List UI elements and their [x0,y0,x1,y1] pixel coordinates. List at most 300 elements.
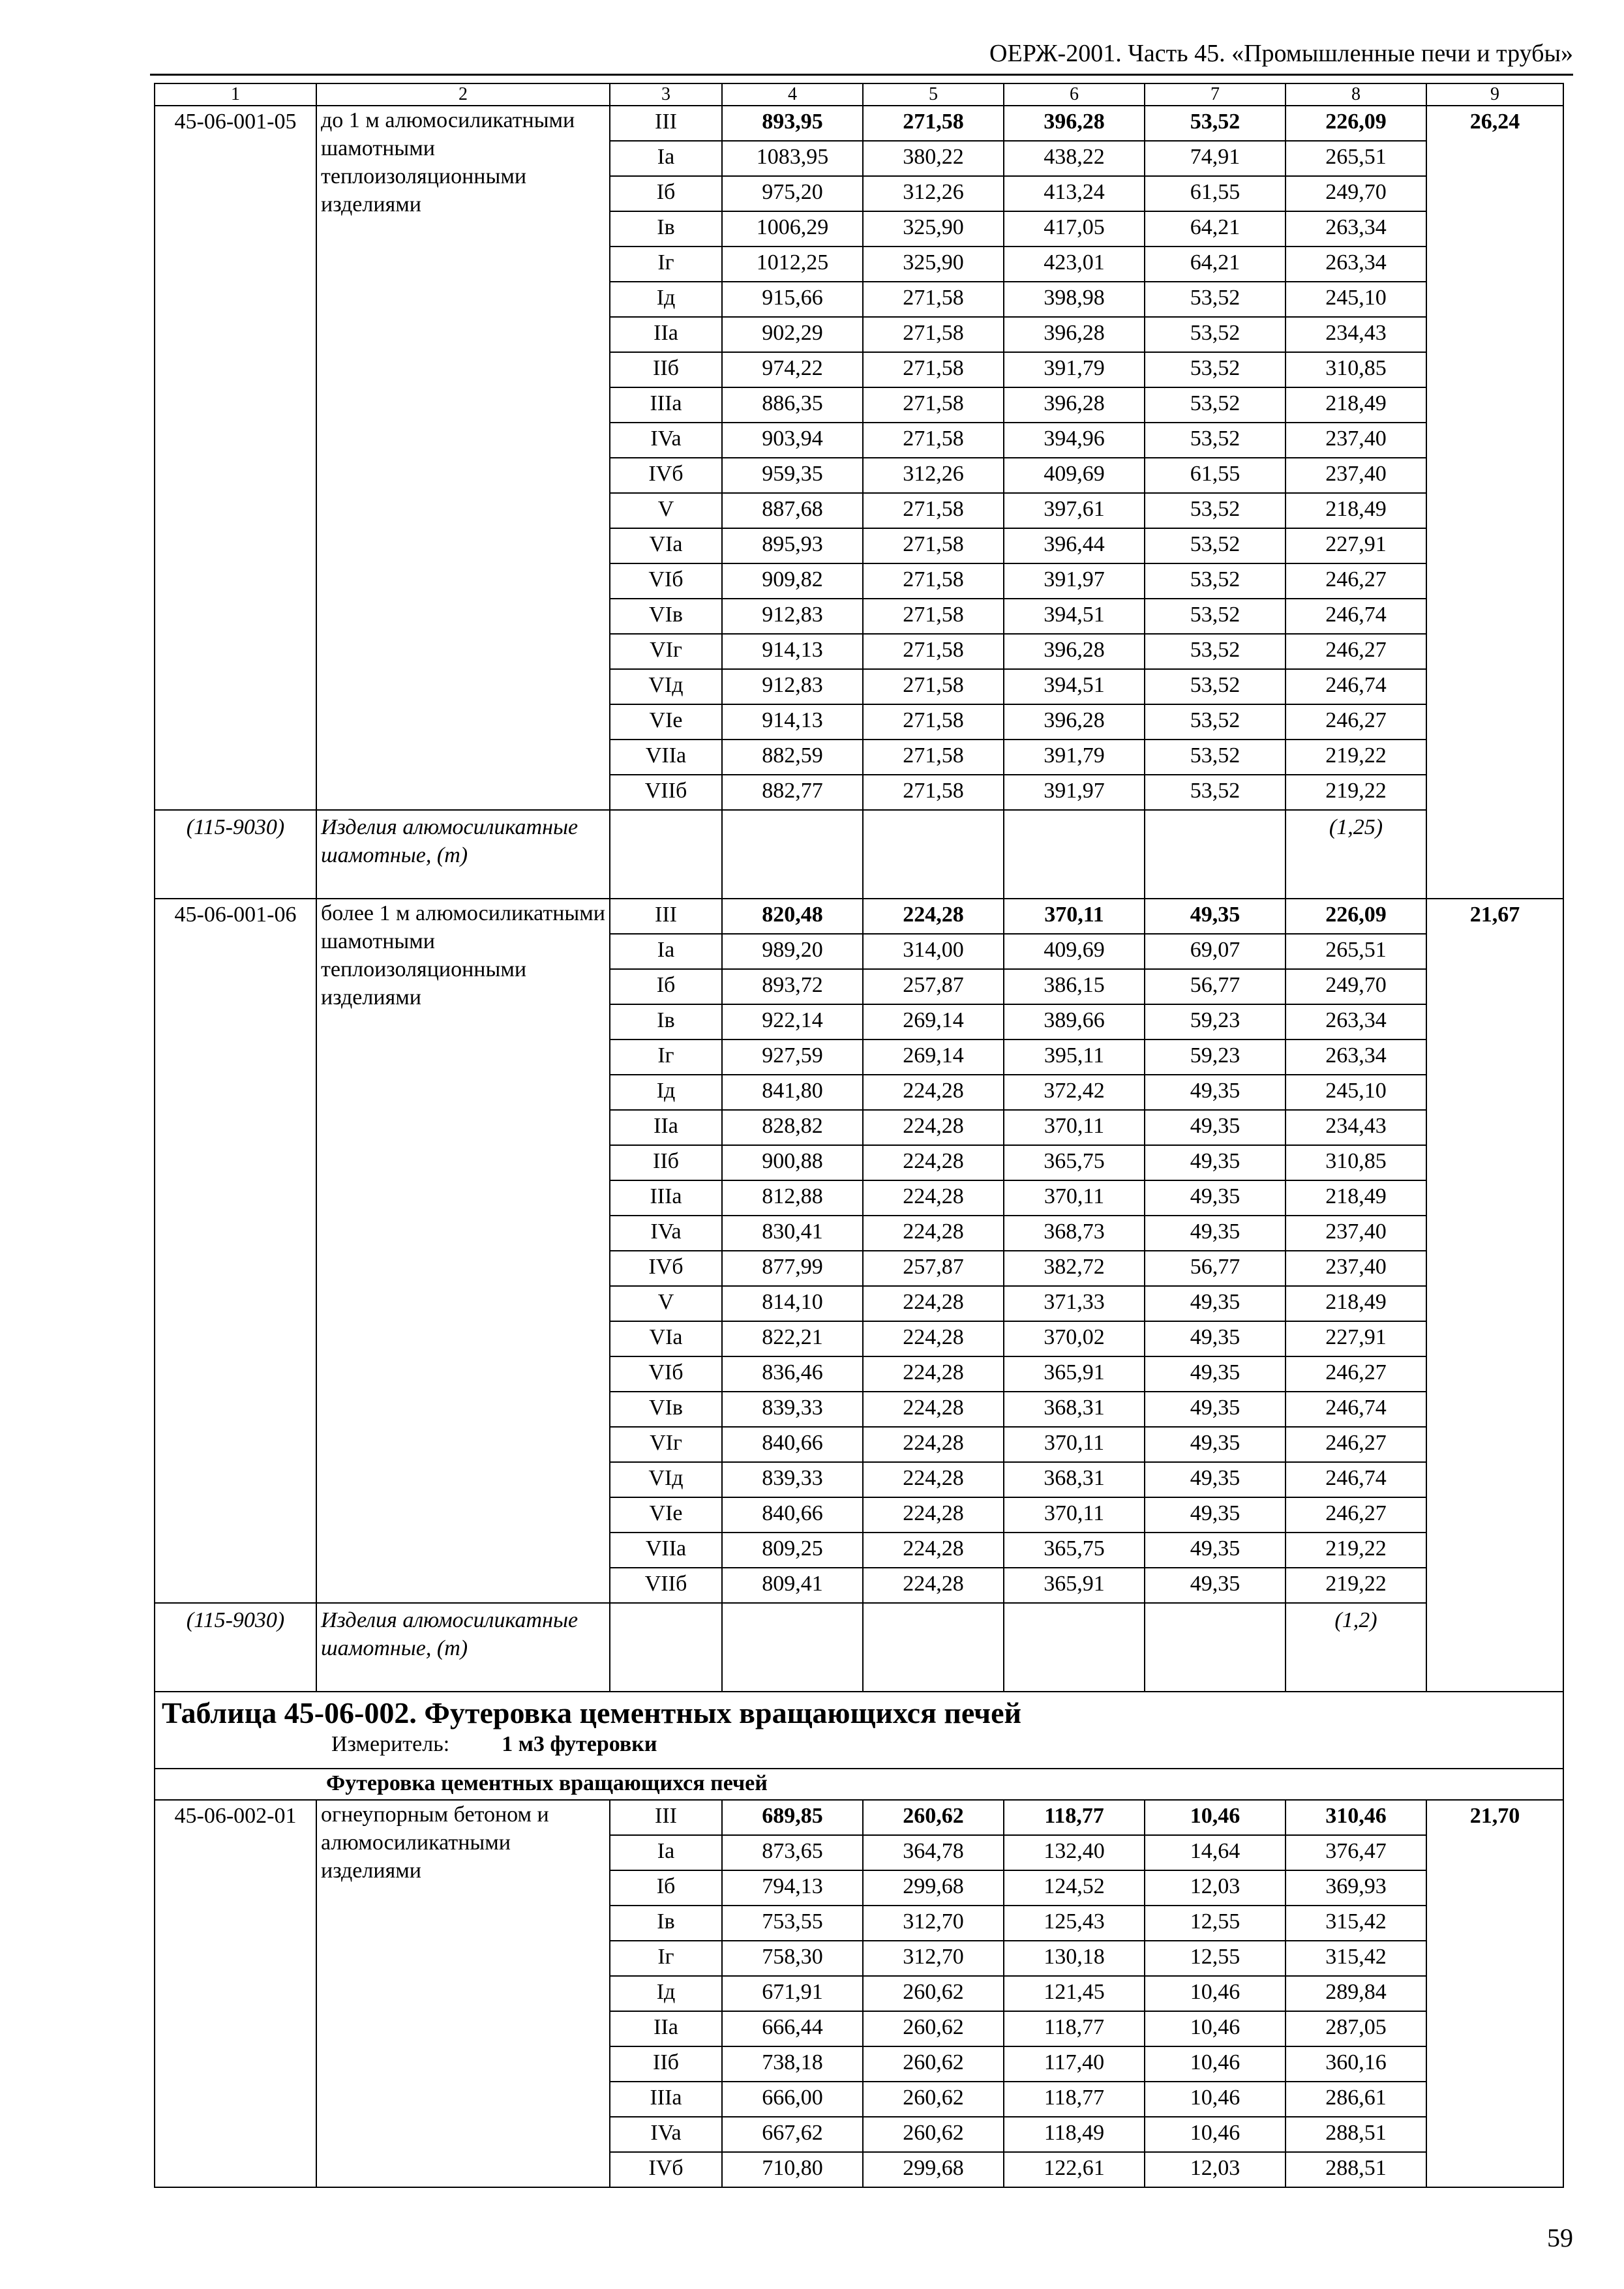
value-cell: 380,22 [863,141,1004,176]
table-title: Таблица 45-06-002. Футеровка цементных вращающихся печей [162,1696,1022,1729]
zone-cell: IIa [610,317,722,352]
value-cell: 312,26 [863,458,1004,493]
zone-cell: Ia [610,934,722,969]
zone-cell: IVa [610,1216,722,1251]
value-cell: 413,24 [1004,176,1145,211]
value-cell: 893,72 [722,969,863,1004]
value-cell: 325,90 [863,211,1004,247]
value-cell: 224,28 [863,1427,1004,1462]
value-cell: 271,58 [863,352,1004,387]
zone-cell: Ia [610,1835,722,1870]
value-cell: 271,58 [863,317,1004,352]
value-cell: 224,28 [863,1216,1004,1251]
zone-cell: Iб [610,176,722,211]
zone-cell: IIa [610,1110,722,1145]
value-cell: 873,65 [722,1835,863,1870]
zone-cell: Iд [610,282,722,317]
value-cell: 49,35 [1145,1286,1286,1321]
value-cell: 53,52 [1145,740,1286,775]
value-cell: 271,58 [863,563,1004,599]
value-cell: 840,66 [722,1427,863,1462]
value-cell: 368,31 [1004,1462,1145,1497]
value-cell: 226,09 [1286,899,1426,934]
value-cell: 900,88 [722,1145,863,1180]
value-cell: 49,35 [1145,1216,1286,1251]
empty-cell [610,1603,722,1692]
value-cell: 671,91 [722,1976,863,2011]
value-cell: 49,35 [1145,1356,1286,1392]
value-cell: 12,03 [1145,1870,1286,1906]
value-cell: 882,59 [722,740,863,775]
value-cell: 246,74 [1286,669,1426,704]
value-cell: 271,58 [863,704,1004,740]
value-cell: 271,58 [863,387,1004,423]
zone-cell: VIIa [610,740,722,775]
value-cell: 49,35 [1145,1427,1286,1462]
zone-cell: Iг [610,247,722,282]
value-cell: 64,21 [1145,247,1286,282]
value-cell: 218,49 [1286,1180,1426,1216]
value-cell: 224,28 [863,1497,1004,1533]
value-cell: 753,55 [722,1906,863,1941]
column-number: 7 [1145,83,1286,106]
value-cell: 394,51 [1004,669,1145,704]
empty-cell [1145,810,1286,899]
value-cell: 886,35 [722,387,863,423]
value-cell: 365,75 [1004,1145,1145,1180]
value-cell: 271,58 [863,493,1004,528]
rate-code: 45-06-002-01 [155,1800,316,2187]
column-number: 9 [1426,83,1563,106]
value-cell: 820,48 [722,899,863,934]
value-cell: 812,88 [722,1180,863,1216]
value-cell: 368,73 [1004,1216,1145,1251]
value-cell: 218,49 [1286,1286,1426,1321]
price-table [154,83,1564,2188]
value-cell: 666,00 [722,2082,863,2117]
value-cell: 49,35 [1145,1533,1286,1568]
value-cell: 975,20 [722,176,863,211]
value-cell: 14,64 [1145,1835,1286,1870]
zone-cell: IVa [610,2117,722,2152]
column-number: 6 [1004,83,1145,106]
value-cell: 1012,25 [722,247,863,282]
zone-cell: IVб [610,2152,722,2187]
value-cell: 370,11 [1004,1110,1145,1145]
value-cell: 234,43 [1286,1110,1426,1145]
value-cell: 287,05 [1286,2011,1426,2046]
value-cell: 12,55 [1145,1941,1286,1976]
value-cell: 396,44 [1004,528,1145,563]
value-cell: 738,18 [722,2046,863,2082]
rate-code: 45-06-001-06 [155,899,316,1603]
resource-name: Изделия алюмосиликатные шамотные, (т) [316,810,610,899]
value-cell: 396,28 [1004,387,1145,423]
value-cell: 372,42 [1004,1075,1145,1110]
value-cell: 49,35 [1145,1568,1286,1603]
value-cell: 130,18 [1004,1941,1145,1976]
zone-cell: IIб [610,1145,722,1180]
zone-cell: VIг [610,1427,722,1462]
value-cell: 246,27 [1286,1356,1426,1392]
table-title-row [155,1692,1563,1769]
value-cell: 830,41 [722,1216,863,1251]
col9-value: 21,67 [1426,899,1563,1692]
value-cell: 224,28 [863,1180,1004,1216]
value-cell: 368,31 [1004,1392,1145,1427]
value-cell: 394,51 [1004,599,1145,634]
value-cell: 312,70 [863,1941,1004,1976]
value-cell: 224,28 [863,1533,1004,1568]
zone-cell: VIг [610,634,722,669]
value-cell: 365,91 [1004,1356,1145,1392]
value-cell: 840,66 [722,1497,863,1533]
value-cell: 887,68 [722,493,863,528]
value-cell: 249,70 [1286,176,1426,211]
value-cell: 1006,29 [722,211,863,247]
value-cell: 288,51 [1286,2117,1426,2152]
value-cell: 53,52 [1145,563,1286,599]
value-cell: 227,91 [1286,1321,1426,1356]
value-cell: 667,62 [722,2117,863,2152]
page-number: 59 [1547,2223,1573,2252]
value-cell: 710,80 [722,2152,863,2187]
value-cell: 314,00 [863,934,1004,969]
value-cell: 224,28 [863,1392,1004,1427]
zone-cell: IIб [610,2046,722,2082]
value-cell: 10,46 [1145,1800,1286,1835]
zone-cell: IVб [610,1251,722,1286]
empty-cell [1145,1603,1286,1692]
value-cell: 809,41 [722,1568,863,1603]
value-cell: 12,03 [1145,2152,1286,2187]
value-cell: 395,11 [1004,1040,1145,1075]
value-cell: 914,13 [722,704,863,740]
measure-value: 1 м3 футеровки [502,1732,657,1756]
rate-name: до 1 м алюмосиликатными шамотными теплоизоляционными изделиями [316,106,610,810]
value-cell: 125,43 [1004,1906,1145,1941]
value-cell: 386,15 [1004,969,1145,1004]
value-cell: 246,27 [1286,1497,1426,1533]
value-cell: 219,22 [1286,1568,1426,1603]
zone-cell: V [610,1286,722,1321]
value-cell: 389,66 [1004,1004,1145,1040]
value-cell: 915,66 [722,282,863,317]
zone-cell: IIIa [610,387,722,423]
value-cell: 74,91 [1145,141,1286,176]
value-cell: 269,14 [863,1040,1004,1075]
value-cell: 10,46 [1145,2082,1286,2117]
value-cell: 224,28 [863,1075,1004,1110]
value-cell: 839,33 [722,1392,863,1427]
zone-cell: Iд [610,1976,722,2011]
value-cell: 315,42 [1286,1906,1426,1941]
value-cell: 877,99 [722,1251,863,1286]
zone-cell: Iд [610,1075,722,1110]
value-cell: 370,02 [1004,1321,1145,1356]
value-cell: 219,22 [1286,1533,1426,1568]
resource-value: (1,2) [1286,1603,1426,1692]
value-cell: 666,44 [722,2011,863,2046]
measure-line [162,1731,1556,1758]
value-cell: 263,34 [1286,247,1426,282]
value-cell: 912,83 [722,599,863,634]
column-number: 3 [610,83,722,106]
value-cell: 224,28 [863,1462,1004,1497]
value-cell: 396,28 [1004,106,1145,141]
value-cell: 974,22 [722,352,863,387]
value-cell: 246,74 [1286,1462,1426,1497]
zone-cell: VIa [610,1321,722,1356]
value-cell: 49,35 [1145,1075,1286,1110]
value-cell: 263,34 [1286,1040,1426,1075]
zone-cell: VIд [610,1462,722,1497]
value-cell: 246,74 [1286,599,1426,634]
zone-cell: VIe [610,704,722,740]
empty-cell [863,810,1004,899]
value-cell: 370,11 [1004,1497,1145,1533]
value-cell: 49,35 [1145,1497,1286,1533]
col9-value: 21,70 [1426,1800,1563,2187]
value-cell: 10,46 [1145,1976,1286,2011]
value-cell: 265,51 [1286,934,1426,969]
value-cell: 53,52 [1145,352,1286,387]
value-cell: 370,11 [1004,1180,1145,1216]
value-cell: 219,22 [1286,740,1426,775]
value-cell: 12,55 [1145,1906,1286,1941]
value-cell: 124,52 [1004,1870,1145,1906]
value-cell: 246,27 [1286,634,1426,669]
value-cell: 265,51 [1286,141,1426,176]
value-cell: 246,27 [1286,704,1426,740]
value-cell: 53,52 [1145,634,1286,669]
rate-name: более 1 м алюмосиликатными шамотными теплоизоляционными изделиями [316,899,610,1603]
value-cell: 989,20 [722,934,863,969]
zone-cell: VIв [610,599,722,634]
measure-label: Измеритель: [331,1732,450,1756]
value-cell: 271,58 [863,528,1004,563]
value-cell: 246,74 [1286,1392,1426,1427]
zone-cell: Iв [610,211,722,247]
value-cell: 246,27 [1286,1427,1426,1462]
page-header: ОЕРЖ-2001. Часть 45. «Промышленные печи и трубы» [989,40,1573,67]
value-cell: 237,40 [1286,1251,1426,1286]
value-cell: 370,11 [1004,1427,1145,1462]
value-cell: 289,84 [1286,1976,1426,2011]
value-cell: 59,23 [1145,1040,1286,1075]
value-cell: 224,28 [863,1321,1004,1356]
value-cell: 260,62 [863,2117,1004,2152]
value-cell: 118,77 [1004,2082,1145,2117]
value-cell: 794,13 [722,1870,863,1906]
value-cell: 224,28 [863,1568,1004,1603]
value-cell: 49,35 [1145,899,1286,934]
value-cell: 118,77 [1004,1800,1145,1835]
value-cell: 325,90 [863,247,1004,282]
value-cell: 118,49 [1004,2117,1145,2152]
value-cell: 391,97 [1004,775,1145,810]
value-cell: 269,14 [863,1004,1004,1040]
value-cell: 959,35 [722,458,863,493]
resource-name: Изделия алюмосиликатные шамотные, (т) [316,1603,610,1692]
value-cell: 288,51 [1286,2152,1426,2187]
value-cell: 53,52 [1145,387,1286,423]
value-cell: 909,82 [722,563,863,599]
value-cell: 382,72 [1004,1251,1145,1286]
value-cell: 260,62 [863,1976,1004,2011]
value-cell: 10,46 [1145,2011,1286,2046]
value-cell: 903,94 [722,423,863,458]
value-cell: 914,13 [722,634,863,669]
table-row [155,106,1563,141]
value-cell: 310,85 [1286,352,1426,387]
value-cell: 219,22 [1286,775,1426,810]
value-cell: 53,52 [1145,493,1286,528]
value-cell: 376,47 [1286,1835,1426,1870]
value-cell: 828,82 [722,1110,863,1145]
table-row [155,1800,1563,1835]
value-cell: 841,80 [722,1075,863,1110]
zone-cell: Iв [610,1906,722,1941]
zone-cell: III [610,899,722,934]
value-cell: 122,61 [1004,2152,1145,2187]
value-cell: 895,93 [722,528,863,563]
value-cell: 809,25 [722,1533,863,1568]
zone-cell: IIIa [610,2082,722,2117]
section-row [155,1769,1563,1800]
value-cell: 64,21 [1145,211,1286,247]
value-cell: 271,58 [863,740,1004,775]
column-number: 5 [863,83,1004,106]
value-cell: 391,79 [1004,352,1145,387]
value-cell: 56,77 [1145,1251,1286,1286]
rate-code: 45-06-001-05 [155,106,316,810]
value-cell: 839,33 [722,1462,863,1497]
zone-cell: IVб [610,458,722,493]
value-cell: 396,28 [1004,704,1145,740]
value-cell: 61,55 [1145,458,1286,493]
value-cell: 312,70 [863,1906,1004,1941]
value-cell: 822,21 [722,1321,863,1356]
value-cell: 53,52 [1145,317,1286,352]
value-cell: 902,29 [722,317,863,352]
zone-cell: VIIб [610,775,722,810]
value-cell: 370,11 [1004,899,1145,934]
value-cell: 394,96 [1004,423,1145,458]
value-cell: 237,40 [1286,423,1426,458]
empty-cell [1004,810,1145,899]
value-cell: 312,26 [863,176,1004,211]
zone-cell: VIa [610,528,722,563]
resource-code: (115-9030) [155,1603,316,1692]
empty-cell [863,1603,1004,1692]
zone-cell: VIд [610,669,722,704]
value-cell: 263,34 [1286,211,1426,247]
value-cell: 398,98 [1004,282,1145,317]
column-number: 8 [1286,83,1426,106]
value-cell: 56,77 [1145,969,1286,1004]
empty-cell [1004,1603,1145,1692]
value-cell: 257,87 [863,969,1004,1004]
value-cell: 371,33 [1004,1286,1145,1321]
value-cell: 263,34 [1286,1004,1426,1040]
value-cell: 758,30 [722,1941,863,1976]
value-cell: 49,35 [1145,1145,1286,1180]
value-cell: 912,83 [722,669,863,704]
value-cell: 227,91 [1286,528,1426,563]
value-cell: 1083,95 [722,141,863,176]
table-row [155,899,1563,934]
value-cell: 49,35 [1145,1110,1286,1145]
column-number: 4 [722,83,863,106]
value-cell: 234,43 [1286,317,1426,352]
zone-cell: IIб [610,352,722,387]
resource-value: (1,25) [1286,810,1426,899]
value-cell: 365,91 [1004,1568,1145,1603]
value-cell: 226,09 [1286,106,1426,141]
zone-cell: IIa [610,2011,722,2046]
value-cell: 260,62 [863,2046,1004,2082]
value-cell: 218,49 [1286,387,1426,423]
value-cell: 117,40 [1004,2046,1145,2082]
value-cell: 360,16 [1286,2046,1426,2082]
value-cell: 882,77 [722,775,863,810]
value-cell: 310,85 [1286,1145,1426,1180]
value-cell: 10,46 [1145,2117,1286,2152]
value-cell: 53,52 [1145,106,1286,141]
value-cell: 369,93 [1286,1870,1426,1906]
zone-cell: VIIa [610,1533,722,1568]
zone-cell: Iг [610,1040,722,1075]
empty-cell [722,810,863,899]
value-cell: 438,22 [1004,141,1145,176]
zone-cell: Iб [610,1870,722,1906]
value-cell: 365,75 [1004,1533,1145,1568]
value-cell: 53,52 [1145,599,1286,634]
value-cell: 245,10 [1286,1075,1426,1110]
column-number: 1 [155,83,316,106]
value-cell: 224,28 [863,899,1004,934]
value-cell: 224,28 [863,1110,1004,1145]
value-cell: 49,35 [1145,1180,1286,1216]
value-cell: 61,55 [1145,176,1286,211]
value-cell: 299,68 [863,1870,1004,1906]
value-cell: 271,58 [863,775,1004,810]
value-cell: 391,97 [1004,563,1145,599]
resource-row [155,810,1563,899]
value-cell: 927,59 [722,1040,863,1075]
value-cell: 260,62 [863,1800,1004,1835]
zone-cell: VIб [610,1356,722,1392]
value-cell: 260,62 [863,2082,1004,2117]
value-cell: 689,85 [722,1800,863,1835]
value-cell: 53,52 [1145,528,1286,563]
zone-cell: Ia [610,141,722,176]
value-cell: 271,58 [863,669,1004,704]
column-number-row [155,83,1563,106]
resource-code: (115-9030) [155,810,316,899]
value-cell: 224,28 [863,1356,1004,1392]
rate-name: огнеупорным бетоном и алюмосиликатными изделиями [316,1800,610,2187]
value-cell: 423,01 [1004,247,1145,282]
value-cell: 245,10 [1286,282,1426,317]
zone-cell: VIIб [610,1568,722,1603]
value-cell: 49,35 [1145,1321,1286,1356]
value-cell: 53,52 [1145,669,1286,704]
value-cell: 49,35 [1145,1462,1286,1497]
empty-cell [610,810,722,899]
zone-cell: Iв [610,1004,722,1040]
